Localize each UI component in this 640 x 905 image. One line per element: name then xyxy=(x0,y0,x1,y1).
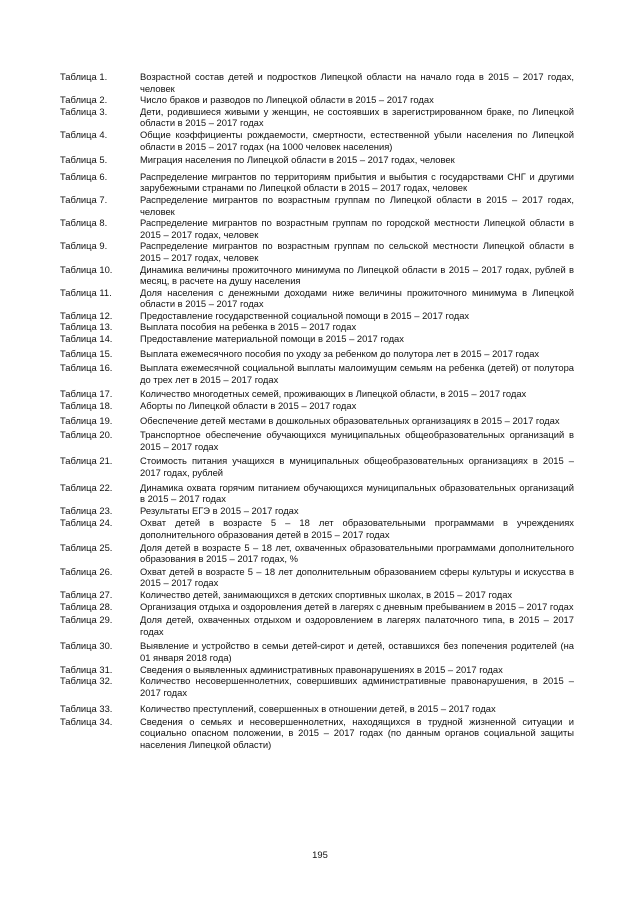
table-number: Таблица 16. xyxy=(60,362,113,374)
table-title: Организация отдыха и оздоровления детей в лагерях с дневным пребыванием в 2015 – 2017 годах xyxy=(140,600,574,612)
table-number: Таблица 2. xyxy=(60,94,108,106)
table-list-item xyxy=(60,217,574,240)
page-number: 195 xyxy=(312,849,328,860)
table-list-item xyxy=(60,310,574,322)
table-title: Предоставление государственной социальной помощи в 2015 – 2017 годах xyxy=(140,309,470,321)
table-list-item xyxy=(60,171,574,194)
table-list-item xyxy=(60,287,574,310)
table-list-item xyxy=(60,482,574,505)
table-list-item xyxy=(60,240,574,263)
table-title: Охват детей в возрасте 5 – 18 лет дополнительным образованием сферы культуры и искусства в 2015 – 2017 годах xyxy=(140,565,574,589)
table-title: Динамика величины прожиточного минимума по Липецкой области в 2015 – 2017 годах, рублей в месяц, в расчете на душу населения xyxy=(140,263,574,287)
table-list-item xyxy=(60,542,574,565)
table-list-item xyxy=(60,94,574,106)
table-number: Таблица 12. xyxy=(60,309,113,321)
table-title: Аборты по Липецкой области в 2015 – 2017 годах xyxy=(140,400,357,412)
table-number: Таблица 21. xyxy=(60,455,113,467)
table-number: Таблица 33. xyxy=(60,703,113,715)
table-list-item xyxy=(60,333,574,345)
table-number: Таблица 4. xyxy=(60,128,108,140)
table-number: Таблица 32. xyxy=(60,675,113,687)
table-number: Таблица 9. xyxy=(60,240,108,252)
table-list-item xyxy=(60,716,574,751)
table-number: Таблица 19. xyxy=(60,414,113,426)
table-number: Таблица 1. xyxy=(60,71,108,82)
table-number: Таблица 17. xyxy=(60,388,113,400)
table-list-item xyxy=(60,703,574,715)
table-list xyxy=(60,71,574,751)
table-title: Количество преступлений, совершенных в отношении детей, в 2015 – 2017 годах xyxy=(140,703,496,715)
table-title: Предоставление материальной помощи в 2015 – 2017 годах xyxy=(140,333,404,345)
table-list-item xyxy=(60,194,574,217)
table-number: Таблица 3. xyxy=(60,105,108,117)
table-title: Число браков и разводов по Липецкой области в 2015 – 2017 годах xyxy=(140,94,434,106)
table-list-item xyxy=(60,71,574,94)
table-title: Распределение мигрантов по возрастным группам по городской местности Липецкой области в 2015 – 2017 годах, человек xyxy=(140,217,574,240)
table-list-item xyxy=(60,455,574,478)
table-list-item xyxy=(60,664,574,676)
table-number: Таблица 22. xyxy=(60,481,113,493)
table-number: Таблица 27. xyxy=(60,588,113,600)
table-list-item xyxy=(60,517,574,540)
table-list-item xyxy=(60,129,574,152)
table-number: Таблица 8. xyxy=(60,217,108,229)
table-list-item xyxy=(60,505,574,517)
table-number: Таблица 6. xyxy=(60,170,108,182)
table-title: Сведения о выявленных административных правонарушениях в 2015 – 2017 годах xyxy=(140,663,503,675)
table-list-item xyxy=(60,640,574,663)
table-title: Распределение мигрантов по возрастным группам по сельской местности Липецкой области в 2015 – 2017 годах, человек xyxy=(140,240,574,263)
table-number: Таблица 28. xyxy=(60,600,113,612)
table-number: Таблица 26. xyxy=(60,565,113,577)
table-title: Доля населения с денежными доходами ниже величины прожиточного минимума в Липецкой области в 2015 – 2017 годах xyxy=(140,286,574,310)
table-list-item xyxy=(60,264,574,287)
table-list-item xyxy=(60,321,574,333)
table-number: Таблица 24. xyxy=(60,517,113,529)
table-number: Таблица 11. xyxy=(60,286,112,298)
table-number: Таблица 10. xyxy=(60,263,113,275)
table-title: Выплата пособия на ребенка в 2015 – 2017 годах xyxy=(140,321,357,333)
table-number: Таблица 5. xyxy=(60,154,108,166)
table-title: Выявление и устройство в семьи детей-сирот и детей, оставшихся без попечения родителей (на 01 января 2018 года) xyxy=(140,640,574,663)
table-list-item xyxy=(60,154,574,166)
table-title: Распределение мигрантов по территориям прибытия и выбытия с государствами СНГ и другими зарубежными странами по Липецкой области в 2015 – 2017 годах, человек xyxy=(140,170,574,194)
table-list-item xyxy=(60,362,574,385)
table-list-item xyxy=(60,400,574,412)
table-number: Таблица 13. xyxy=(60,321,113,333)
table-title: Транспортное обеспечение обучающихся муниципальных общеобразовательных организаций в 2015 – 2017 годах xyxy=(140,429,574,452)
table-title: Стоимость питания учащихся в муниципальных общеобразовательных организациях в 2015 – 2017 годах, рублей xyxy=(140,455,574,478)
table-number: Таблица 25. xyxy=(60,541,113,553)
table-title: Динамика охвата горячим питанием обучающихся муниципальных образовательных организаций в 2015 – 2017 годах xyxy=(140,481,574,505)
table-title: Результаты ЕГЭ в 2015 – 2017 годах xyxy=(140,504,299,516)
table-title: Распределение мигрантов по возрастным группам по Липецкой области в 2015 – 2017 годах, человек xyxy=(140,193,574,217)
table-title: Сведения о семьях и несовершеннолетних, находящихся в трудной жизненной ситуации и социально опасном положении, в 2015 – 2017 годах (по данным органов социальной защиты населения Липецкой области) xyxy=(140,715,574,751)
table-title: Выплата ежемесячной социальной выплаты малоимущим семьям на ребенка (детей) от полутора до трех лет в 2015 – 2017 годах xyxy=(140,362,574,385)
table-title: Доля детей, охваченных отдыхом и оздоровлением в лагерях палаточного типа, в 2015 – 2017 годах xyxy=(140,614,574,637)
table-list-item xyxy=(60,388,574,400)
table-number: Таблица 31. xyxy=(60,663,113,675)
table-list-item xyxy=(60,106,574,129)
table-title: Охват детей в возрасте 5 – 18 лет образовательными программами в учреждениях дополнительного образования детей в 2015 – 2017 годах xyxy=(140,517,574,540)
table-list-item xyxy=(60,675,574,698)
table-number: Таблица 30. xyxy=(60,640,113,652)
table-title: Выплата ежемесячного пособия по уходу за ребенком до полутора лет в 2015 – 2017 годах xyxy=(140,347,540,359)
table-list-item xyxy=(60,614,574,637)
table-title: Доля детей в возрасте 5 – 18 лет, охваченных образовательными программами дополнительного образования в 2015 – 2017 годах, % xyxy=(140,541,574,565)
table-list-item xyxy=(60,601,574,613)
table-title: Обеспечение детей местами в дошкольных образовательных организациях в 2015 – 2017 годах xyxy=(140,414,560,426)
table-number: Таблица 14. xyxy=(60,333,113,345)
table-list-item xyxy=(60,415,574,427)
table-number: Таблица 29. xyxy=(60,614,113,626)
table-list-item xyxy=(60,348,574,360)
table-title: Дети, родившиеся живыми у женщин, не состоявших в зарегистрированном браке, по Липецкой области в 2015 – 2017 годах xyxy=(140,105,574,129)
table-title: Количество детей, занимающихся в детских спортивных школах, в 2015 – 2017 годах xyxy=(140,588,513,600)
table-title: Общие коэффициенты рождаемости, смертности, естественной убыли населения по Липецкой области в 2015 – 2017 годах (на 1000 человек населения) xyxy=(140,128,574,152)
table-number: Таблица 15. xyxy=(60,347,113,359)
table-list-item xyxy=(60,566,574,589)
table-number: Таблица 18. xyxy=(60,400,113,412)
table-title: Количество несовершеннолетних, совершивших административные правонарушения, в 2015 – 2017 годах xyxy=(140,675,574,698)
table-title: Миграция населения по Липецкой области в 2015 – 2017 годах, человек xyxy=(140,154,455,166)
table-number: Таблица 34. xyxy=(60,715,113,727)
table-title: Возрастной состав детей и подростков Липецкой области на начало года в 2015 – 2017 годах, человек xyxy=(140,71,574,94)
table-number: Таблица 23. xyxy=(60,504,113,516)
table-number: Таблица 20. xyxy=(60,429,113,441)
table-title: Количество многодетных семей, проживающих в Липецкой области, в 2015 – 2017 годах xyxy=(140,388,527,400)
table-list-item xyxy=(60,429,574,452)
table-list-item xyxy=(60,589,574,601)
table-number: Таблица 7. xyxy=(60,193,108,205)
